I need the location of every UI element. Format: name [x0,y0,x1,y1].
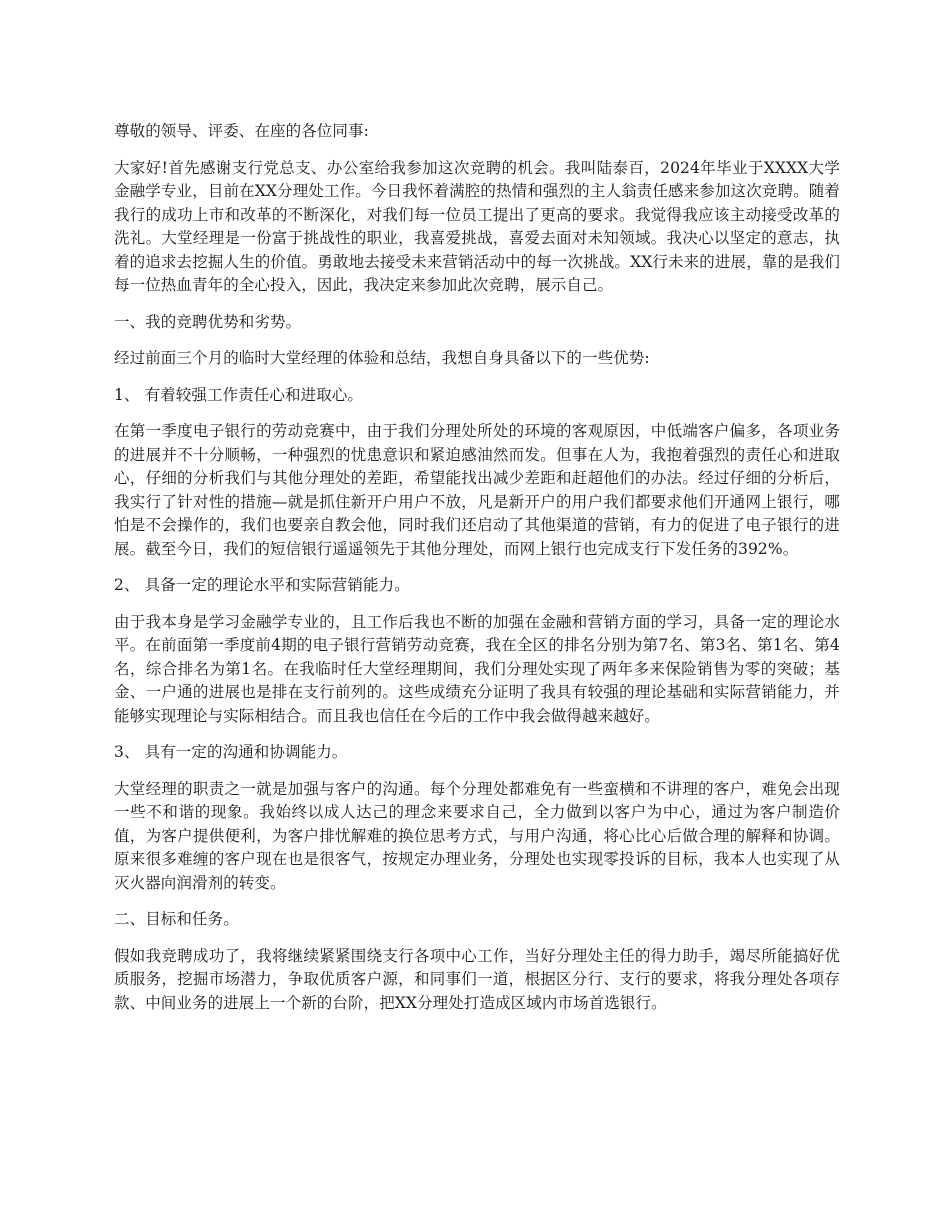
paragraph-goals: 假如我竞聘成功了，我将继续紧紧围绕支行各项中心工作，当好分理处主任的得力助手，竭尽所能搞好优质服务，挖掘市场潜力，争取优质客户源，和同事们一道，根据区分行、支行的要求，将我分理处各项存款、中间业务的进展上一个新的台阶，把XX分理处打造成区域内市场首选银行。 [114,946,840,1012]
paragraph-intro: 大家好!首先感谢支行党总支、办公室给我参加这次竞聘的机会。我叫陆泰百，2024年毕业于XXXX大学金融学专业，目前在XX分理处工作。今日我怀着满腔的热情和强烈的主人翁责任感来参加这次竞聘。随着我行的成功上市和改革的不断深化，对我们每一位员工提出了更高的要求。我觉得我应该主动接受改革的洗礼。大堂经理是一份富于挑战性的职业，我喜爱挑战，喜爱去面对未知领域。我决心以坚定的意志，执着的追求去挖掘人生的价值。勇敢地去接受未来营销活动中的每一次挑战。XX行未来的进展，靠的是我们每一位热血青年的全心投入，因此，我决定来参加此次竞聘，展示自己。 [114,158,840,294]
subheading-theory-marketing: 2、 具备一定的理论水平和实际营销能力。 [114,576,410,594]
paragraph-communication: 大堂经理的职责之一就是加强与客户的沟通。每个分理处都难免有一些蛮横和不讲理的客户，难免会出现一些不和谐的现象。我始终以成人达己的理念来要求自己，全力做到以客户为中心，通过为客户制造价值，为客户提供便利，为客户排忧解难的换位思考方式，与用户沟通，将心比心后做合理的解释和协调。原来很多难缠的客户现在也是很客气，按规定办理业务，分理处也实现零投诉的目标，我本人也实现了从灭火器向润滑剂的转变。 [114,779,840,892]
document-body [114,120,840,1015]
salutation: 尊敬的领导、评委、在座的各位同事: [114,122,369,140]
paragraph-responsibility: 在第一季度电子银行的劳动竞赛中，由于我们分理处所处的环境的客观原因，中低端客户偏多，各项业务的进展并不十分顺畅，一种强烈的忧患意识和紧迫感油然而发。但事在人为，我抱着强烈的责任心和进取心，仔细的分析我们与其他分理处的差距，希望能找出减少差距和赶超他们的办法。经过仔细的分析后，我实行了针对性的措施—就是抓住新开户用户不放，凡是新开户的用户我们都要求他们开通网上银行，哪怕是不会操作的，我们也要亲自教会他，同时我们还启动了其他渠道的营销，有力的促进了电子银行的进展。截至今日，我们的短信银行遥遥领先于其他分理处，而网上银行也完成支行下发任务的392%。 [114,422,840,558]
subheading-responsibility: 1、 有着较强工作责任心和进取心。 [114,385,363,404]
paragraph-advantages-lead: 经过前面三个月的临时大堂经理的体验和总结，我想自身具备以下的一些优势: [114,349,650,367]
subheading-communication: 3、 具有一定的沟通和协调能力。 [114,743,348,761]
section-heading-advantages: 一、我的竞聘优势和劣势。 [114,312,302,331]
paragraph-theory-marketing: 由于我本身是学习金融学专业的，且工作后我也不断的加强在金融和营销方面的学习，具备一定的理论水平。在前面第一季度前4期的电子银行营销劳动竞赛，我在全区的排名分别为第7名、第3名、第1名、第4名，综合排名为第1名。在我临时任大堂经理期间，我们分理处实现了两年多来保险销售为零的突破；基金、一户通的进展也是排在支行前列的。这些成绩充分证明了我具有较强的理论基础和实际营销能力，并能够实现理论与实际相结合。而且我也信任在今后的工作中我会做得越来越好。 [114,612,840,725]
section-heading-goals: 二、目标和任务。 [114,910,239,928]
